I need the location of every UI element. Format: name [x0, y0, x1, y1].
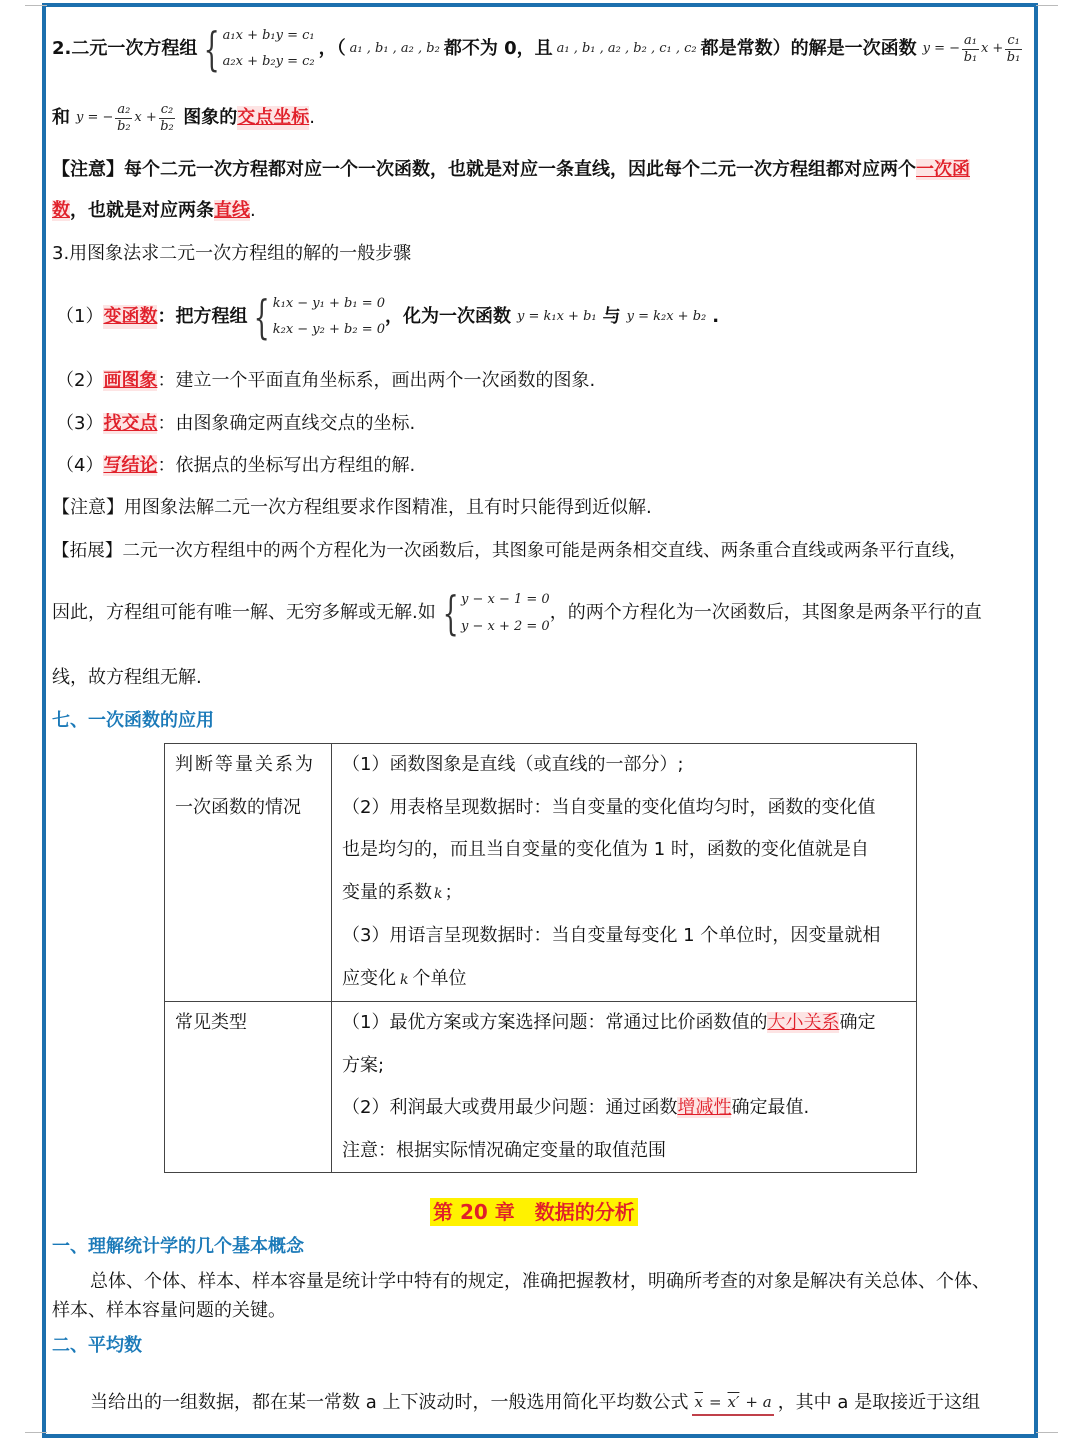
step1-end: .	[712, 306, 720, 327]
content-line	[332, 1002, 916, 1045]
corner-mark	[25, 1432, 47, 1433]
note1-text2: ，也就是对应两条	[70, 200, 214, 221]
note1-highlight-2: 直线	[214, 200, 250, 221]
mean-formula	[692, 1390, 773, 1416]
content-line: （3）用语言呈现数据时：当自变量每变化 1 个单位时，因变量就相	[342, 925, 881, 946]
para-line: 总体、个体、样本、样本容量是统计学中特有的规定，准确把握教材，明确所考查的对象是解决有关总体、个体、	[90, 1271, 990, 1292]
content-text: 个单位	[412, 967, 467, 989]
step-3	[56, 412, 415, 436]
section2-line2	[52, 96, 315, 140]
step1-system: { k₁x − y₁ + b₁ = 0 k₂x − y₂ + b₂ = 0	[254, 290, 385, 344]
content-text: 确定最值.	[731, 1097, 810, 1118]
chapter20-sec1-para	[52, 1267, 1032, 1325]
para-line: 样本、样本容量问题的关键。	[52, 1300, 286, 1321]
step-1-text: ：把方程组	[157, 306, 248, 327]
content-line: 方案;	[342, 1054, 385, 1076]
coef-list-1: a₁ , b₁ , a₂ , b₂	[349, 41, 440, 56]
step-4-text: ：依据点的坐标写出方程组的解.	[157, 455, 416, 476]
step-2-num: （2）	[56, 370, 104, 391]
expand-row-1: y − x − 1 = 0	[461, 592, 550, 607]
step1-mid: ，化为一次函数	[385, 306, 511, 327]
content-text: 应变化	[342, 967, 396, 989]
content-line: 注意：根据实际情况确定变量的取值范围	[342, 1139, 666, 1161]
coef-list-2: a₁ , b₁ , a₂ , b₂ , c₁ , c₂	[556, 41, 697, 56]
step1-with: 与	[602, 306, 621, 327]
step-3-key: 找交点	[103, 413, 158, 434]
highlight-size-relation: 大小关系	[767, 1012, 840, 1033]
highlight-intersection: 交点坐标	[237, 107, 310, 128]
chapter20-sec2-heading: 二、平均数	[52, 1335, 142, 1356]
note1-end: .	[250, 200, 256, 221]
table-content-cell	[332, 1002, 917, 1173]
note1-highlight-1: 一次函	[916, 159, 970, 180]
equation-system: { a₁x + b₁y = c₁ a₂x + b₂y = c₂	[203, 22, 315, 76]
application-table	[164, 743, 917, 1173]
note2: 【注意】用图象法解二元一次方程组要求作图精准，且有时只能得到近似解.	[52, 497, 652, 518]
content-text: ；	[444, 881, 463, 903]
content-line: （2）用表格呈现数据时：当自变量的变化值均匀时，函数的变化值	[342, 796, 876, 818]
note1-text: 【注意】每个二元一次方程都对应一个一次函数，也就是对应一条直线，因此每个二元一次方程组都对应两个	[52, 159, 916, 180]
corner-mark	[25, 5, 47, 6]
func1-den1: b₁	[963, 49, 978, 65]
section7-heading: 七、一次函数的应用	[52, 710, 214, 731]
func1-num1: a₁	[964, 32, 977, 48]
table-row	[165, 1002, 917, 1173]
step-2	[56, 369, 595, 393]
paren-open: ，（	[318, 38, 346, 59]
label-line: 判断等量关系为	[175, 754, 315, 775]
step1-function-2: y = k₂x + b₂	[626, 309, 707, 324]
table-row	[165, 744, 917, 1002]
func2-num2: c₂	[160, 101, 174, 117]
section3-title: 3.用图象法求二元一次方程组的解的一般步骤	[52, 243, 412, 264]
step-2-key: 画图象	[103, 370, 158, 391]
content-text: 确定	[839, 1012, 876, 1033]
step1-row-1: k₁x − y₁ + b₁ = 0	[272, 296, 385, 311]
func1-mid: x +	[980, 41, 1004, 56]
corner-mark	[1036, 5, 1058, 6]
expand-line1: 【拓展】二元一次方程组中的两个方程化为一次函数后，其图象可能是两条相交直线、两条重合直线或两条平行直线，	[52, 541, 967, 561]
condition-1: 都不为 0，且	[443, 38, 553, 59]
formula-xprime-bar: x′	[727, 1393, 740, 1411]
formula-plus-a: + a	[745, 1393, 772, 1411]
content-line	[332, 958, 916, 1002]
condition-2: 都是常数）的解是一次函数	[700, 38, 917, 59]
label-line: 一次函数的情况	[175, 796, 301, 818]
para-text: ，其中 a 是取接近于这组	[777, 1392, 981, 1413]
chapter20-sec1-heading: 一、理解统计学的几个基本概念	[52, 1236, 304, 1257]
note1-line1	[52, 158, 970, 182]
formula-eq: =	[708, 1393, 722, 1411]
table-content-cell	[332, 744, 917, 1002]
expand-line3: 线，故方程组无解.	[52, 667, 202, 688]
content-text: （2）利润最大或费用最少问题：通过函数	[342, 1097, 678, 1118]
step-4-key: 写结论	[103, 455, 158, 476]
expand-row-2: y − x + 2 = 0	[461, 619, 550, 634]
corner-mark	[1036, 1432, 1058, 1433]
step-1	[56, 292, 719, 342]
note1-highlight-1b: 数	[52, 200, 70, 221]
label-line: 常见类型	[175, 1012, 247, 1033]
function-1	[923, 33, 1024, 66]
content-text: 变量的系数	[342, 881, 432, 903]
content-line	[332, 872, 916, 916]
expand-line2	[52, 588, 982, 638]
step1-function-1: y = k₁x + b₁	[517, 309, 597, 324]
func1-lhs: y = −	[922, 41, 960, 56]
section2-line1	[52, 24, 1024, 74]
formula-xbar: $\overline{x}$	[694, 1393, 703, 1411]
system-row-1: a₁x + b₁y = c₁	[222, 28, 315, 43]
period: .	[309, 107, 315, 128]
func2-mid: x +	[134, 110, 157, 125]
para-text: 当给出的一组数据，都在某一常数 a 上下波动时，一般选用简化平均数公式	[90, 1392, 689, 1413]
section2-prefix: 2.二元一次方程组	[52, 38, 198, 59]
expand-line2b: ，的两个方程化为一次函数后，其图象是两条平行的直	[549, 602, 982, 623]
k-symbol: k	[434, 885, 443, 902]
step-3-num: （3）	[56, 413, 104, 434]
k-symbol: k	[400, 971, 409, 988]
step-4-num: （4）	[56, 455, 104, 476]
tail-text: 图象的	[183, 107, 238, 128]
step-4	[56, 454, 415, 478]
content-line: （1）函数图象是直线（或直线的一部分）;	[342, 754, 684, 775]
and-word: 和	[52, 107, 70, 128]
content-line	[332, 1087, 916, 1130]
content-text: （1）最优方案或方案选择问题：常通过比价函数值的	[342, 1012, 768, 1033]
note1-line2	[52, 199, 256, 223]
func2-num1: a₂	[117, 101, 131, 117]
content-line: 也是均匀的，而且当自变量的变化值为 1 时，函数的变化值就是自	[342, 839, 869, 860]
step-1-key: 变函数	[103, 306, 158, 327]
highlight-monotonicity: 增减性	[677, 1097, 732, 1118]
step-3-text: ：由图象确定两直线交点的坐标.	[157, 413, 416, 434]
expand-system: { y − x − 1 = 0 y − x + 2 = 0	[442, 586, 550, 640]
function-2	[76, 102, 177, 135]
func2-den1: b₂	[117, 118, 131, 134]
step1-row-2: k₂x − y₂ + b₂ = 0	[272, 322, 385, 337]
chapter20-sec2-para	[90, 1390, 980, 1416]
chapter-title: 第 20 章 数据的分析	[430, 1198, 638, 1226]
func2-den2: b₂	[160, 118, 174, 134]
step-2-text: ：建立一个平面直角坐标系，画出两个一次函数的图象.	[157, 370, 596, 391]
table-label-cell	[165, 744, 332, 1002]
func1-num2: c₁	[1007, 32, 1020, 48]
step-1-num: （1）	[56, 306, 104, 327]
expand-line2a: 因此，方程组可能有唯一解、无穷多解或无解.如	[52, 602, 436, 623]
func1-den2: b₁	[1006, 49, 1021, 65]
table-label-cell	[165, 1002, 332, 1173]
func2-lhs: y = −	[76, 110, 114, 125]
system-row-2: a₂x + b₂y = c₂	[222, 54, 315, 69]
